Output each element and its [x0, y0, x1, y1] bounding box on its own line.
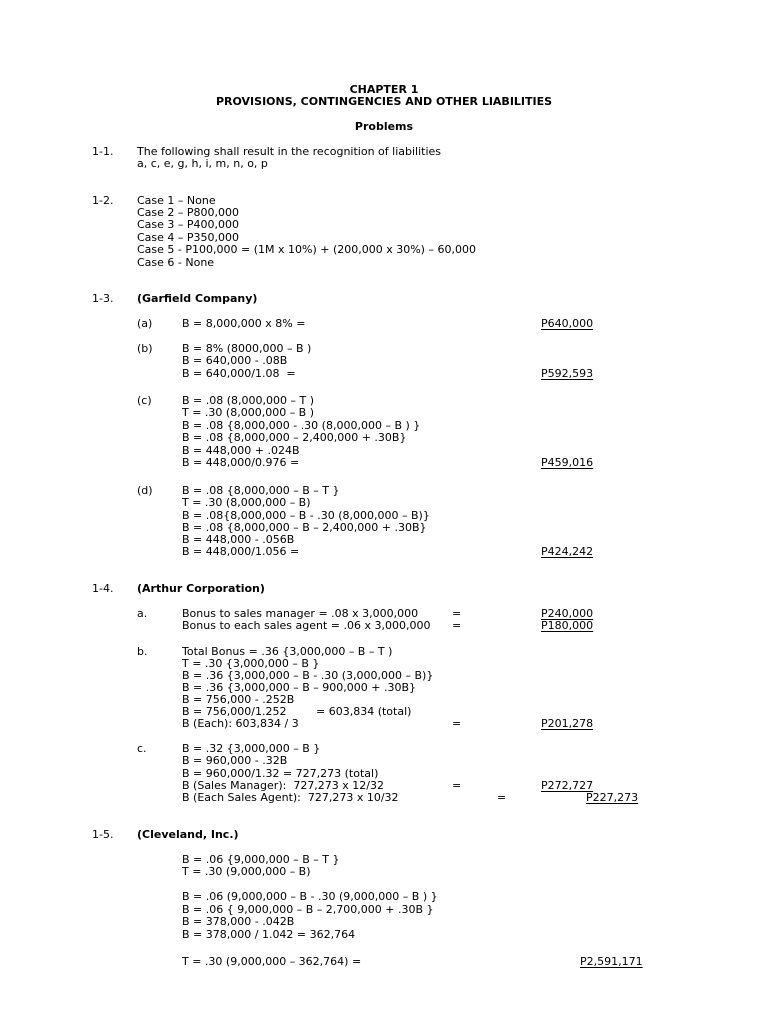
- equation-line: B = .32 {3,000,000 – B }: [182, 742, 321, 755]
- part-label: b.: [137, 645, 148, 658]
- equation-line: B = .08{8,000,000 – B - .30 (8,000,000 – B)}: [182, 509, 430, 522]
- part-label: (d): [137, 484, 153, 497]
- part-label: a.: [137, 607, 148, 620]
- equation-line: T = .30 {3,000,000 – B }: [182, 657, 320, 670]
- equation-line: B = 8% (8000,000 – B ): [182, 342, 312, 355]
- equation-line: B = 8,000,000 x 8% =: [182, 317, 306, 330]
- equation-line: B = 448,000/0.976 =: [182, 456, 300, 469]
- case-line: Case 6 - None: [137, 256, 215, 269]
- equals-sign: =: [452, 607, 462, 620]
- equation-line: B = .06 { 9,000,000 – B – 2,700,000 + .30B }: [182, 903, 434, 916]
- page-title: PROVISIONS, CONTINGENCIES AND OTHER LIABILITIES: [215, 95, 553, 108]
- equation-line: T = .30 (8,000,000 – B ): [182, 406, 315, 419]
- equals-sign: =: [452, 779, 462, 792]
- answer-amount: P201,278: [541, 717, 594, 730]
- equation-line: B (Sales Manager): 727,273 x 12/32: [182, 779, 385, 792]
- answer-amount: P424,242: [541, 545, 594, 558]
- equation-line: T = .30 (9,000,000 – B): [182, 865, 311, 878]
- part-label: (b): [137, 342, 153, 355]
- problem-number: 1-4.: [92, 582, 114, 595]
- answer-amount: P459,016: [541, 456, 594, 469]
- equation-line: B = .08 {8,000,000 – B – 2,400,000 + .30B}: [182, 521, 427, 534]
- equation-line: B = 756,000 - .252B: [182, 693, 295, 706]
- equation-line: B = 448,000/1.056 =: [182, 545, 300, 558]
- answer-amount: P640,000: [541, 317, 594, 330]
- case-line: Case 5 - P100,000 = (1M x 10%) + (200,000 x 30%) – 60,000: [137, 243, 476, 256]
- case-line: Case 2 – P800,000: [137, 206, 240, 219]
- equals-sign: =: [452, 619, 462, 632]
- equation-line: B = 960,000 - .32B: [182, 754, 288, 767]
- problem-title: (Arthur Corporation): [137, 582, 265, 595]
- equation-line: B (Each): 603,834 / 3: [182, 717, 299, 730]
- equation-line: B = .08 {8,000,000 - .30 (8,000,000 – B ) }: [182, 419, 421, 432]
- problem-text: The following shall result in the recognition of liabilities: [137, 145, 442, 158]
- equation-line: B (Each Sales Agent): 727,273 x 10/32: [182, 791, 399, 804]
- problem-text: a, c, e, g, h, i, m, n, o, p: [137, 157, 268, 170]
- answer-amount: P272,727: [541, 779, 594, 792]
- answer-amount: P180,000: [541, 619, 594, 632]
- case-line: Case 3 – P400,000: [137, 218, 240, 231]
- problem-number: 1-2.: [92, 194, 114, 207]
- total-note: = 603,834 (total): [316, 705, 412, 718]
- equals-sign: =: [497, 791, 507, 804]
- equation-line: B = .06 {9,000,000 – B – T }: [182, 853, 340, 866]
- equation-line: Total Bonus = .36 {3,000,000 – B – T ): [182, 645, 393, 658]
- problem-number: 1-5.: [92, 828, 114, 841]
- equation-line: B = 960,000/1.32 = 727,273 (total): [182, 767, 379, 780]
- section-heading: Problems: [354, 120, 414, 133]
- part-label: (c): [137, 394, 152, 407]
- equals-sign: =: [452, 717, 462, 730]
- equation-line: B = 640,000 - .08B: [182, 354, 288, 367]
- answer-amount: P240,000: [541, 607, 594, 620]
- equation-line: Bonus to sales manager = .08 x 3,000,000: [182, 607, 419, 620]
- equation-line: Bonus to each sales agent = .06 x 3,000,000: [182, 619, 431, 632]
- equation-line: B = 756,000/1.252: [182, 705, 287, 718]
- problem-number: 1-1.: [92, 145, 114, 158]
- equation-line: B = 640,000/1.08 =: [182, 367, 296, 380]
- equation-line: B = .08 (8,000,000 – T ): [182, 394, 315, 407]
- problem-title: (Cleveland, Inc.): [137, 828, 239, 841]
- answer-amount: P2,591,171: [580, 955, 643, 968]
- equation-line: B = 448,000 - .056B: [182, 533, 295, 546]
- chapter-heading: CHAPTER 1: [349, 83, 419, 96]
- equation-line: B = .06 (9,000,000 – B - .30 (9,000,000 – B ) }: [182, 890, 438, 903]
- answer-amount: P227,273: [586, 791, 639, 804]
- problem-title: (Garfield Company): [137, 292, 258, 305]
- equation-line: B = .36 {3,000,000 – B - .30 (3,000,000 – B)}: [182, 669, 434, 682]
- answer-amount: P592,593: [541, 367, 594, 380]
- equation-line: B = .08 {8,000,000 – B – T }: [182, 484, 340, 497]
- part-label: (a): [137, 317, 153, 330]
- case-line: Case 1 – None: [137, 194, 216, 207]
- equation-line: B = 378,000 - .042B: [182, 915, 295, 928]
- case-line: Case 4 – P350,000: [137, 231, 240, 244]
- equation-line: B = .36 {3,000,000 – B – 900,000 + .30B}: [182, 681, 416, 694]
- part-label: c.: [137, 742, 147, 755]
- equation-line: B = 378,000 / 1.042 = 362,764: [182, 928, 356, 941]
- problem-number: 1-3.: [92, 292, 114, 305]
- equation-line: B = .08 {8,000,000 – 2,400,000 + .30B}: [182, 431, 407, 444]
- equation-line: T = .30 (8,000,000 – B): [182, 496, 311, 509]
- equation-line: T = .30 (9,000,000 – 362,764) =: [182, 955, 362, 968]
- equation-line: B = 448,000 + .024B: [182, 444, 300, 457]
